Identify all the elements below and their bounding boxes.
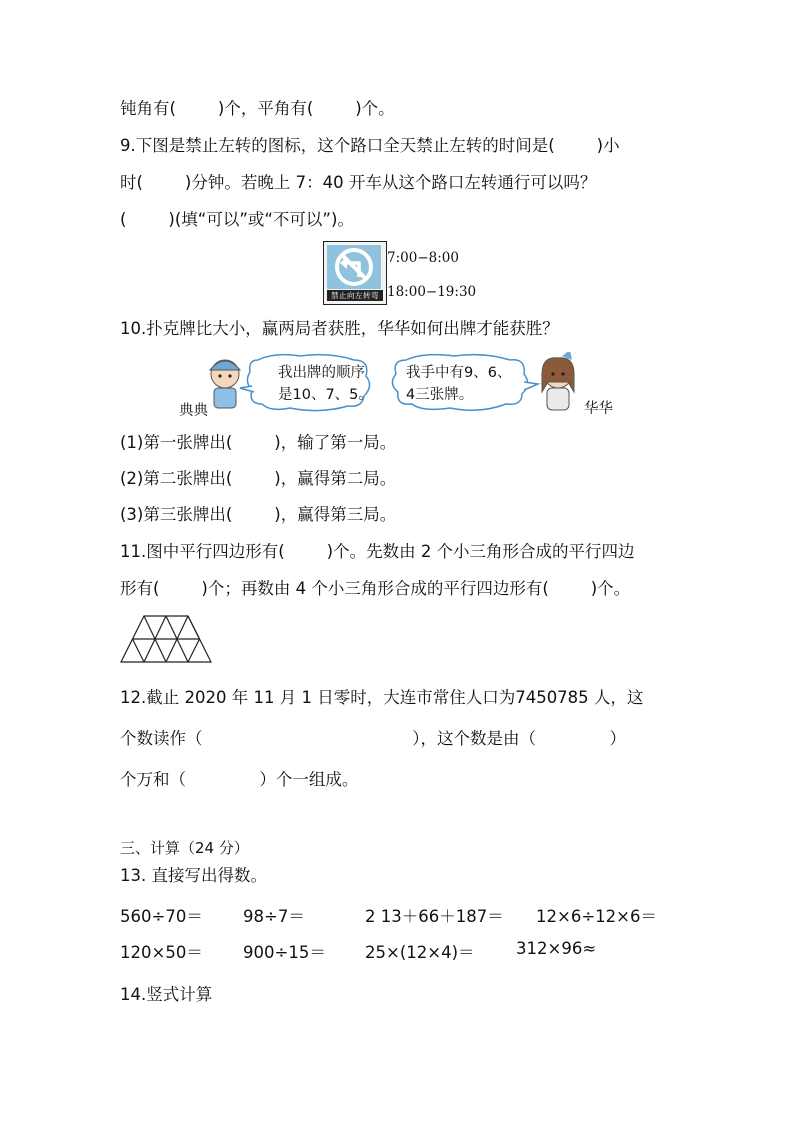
calc-r1-c3: 2 13＋66＋187＝ [365,907,504,926]
section-3-heading: 三、计算（24 分） [120,839,249,857]
q12-line-1: 12.截止 2020 年 11 月 1 日零时，大连市常住人口为7450785 人，这 [120,688,644,707]
calc-r2-c4: 312×96≈ [516,939,597,958]
right-bubble-text-2: 4三张牌。 [406,387,474,403]
q9-line-3: ( )(填“可以”或“不可以”)。 [120,210,354,229]
girl-huahua-figure [542,352,574,410]
no-left-turn-icon [327,245,381,289]
q11-line-1: 11.图中平行四边形有( )个。先数由 2 个小三角形合成的平行四边 [120,542,635,561]
calc-r2-c3: 25×(12×4)＝ [365,943,475,962]
q9-line-1: 9.下图是禁止左转的图标，这个路口全天禁止左转的时间是( )小 [120,136,620,155]
comic-illustration [170,352,630,420]
left-kid-name: 典典 [179,403,208,419]
q10-part-1: (1)第一张牌出( )，输了第一局。 [120,433,397,452]
sign-time-morning: 7:00−8:00 [387,250,459,266]
calc-r1-c1: 560÷70＝ [120,907,203,926]
boy-diandian-figure [210,360,240,408]
q11-line-2: 形有( )个；再数由 4 个小三角形合成的平行四边形有( )个。 [120,579,631,598]
q12-line-3: 个万和（ ）个一组成。 [120,770,359,789]
calc-r2-c2: 900÷15＝ [243,943,326,962]
no-left-turn-sign [323,241,387,305]
q8-tail-line: 钝角有( )个，平角有( )个。 [120,99,395,118]
q10-part-2: (2)第二张牌出( )，赢得第二局。 [120,469,397,488]
q9-line-2: 时( )分钟。若晚上 7：40 开车从这个路口左转通行可以吗？ [120,173,597,192]
sign-time-evening: 18:00−19:30 [387,284,477,300]
calc-r1-c2: 98÷7＝ [243,907,305,926]
sign-background [327,245,381,289]
right-bubble-text-1: 我手中有9、6、 [406,365,512,381]
q10-line: 10.扑克牌比大小，赢两局者获胜，华华如何出牌才能获胜？ [120,319,559,338]
right-kid-name: 华华 [584,401,613,417]
q10-part-3: (3)第三张牌出( )，赢得第三局。 [120,505,397,524]
q14-line: 14.竖式计算 [120,985,213,1004]
left-bubble-text-1: 我出牌的顺序 [278,365,365,381]
calc-r2-c1: 120×50＝ [120,943,203,962]
q12-line-2: 个数读作（ ），这个数是由（ ） [120,729,626,748]
sign-label: 禁止向左转弯 [327,290,383,301]
q13-line: 13. 直接写出得数。 [120,866,267,885]
left-bubble-text-2: 是10、7、5。 [278,387,373,403]
triangle-grid-figure [119,614,213,664]
calc-r1-c4: 12×6÷12×6＝ [536,907,657,926]
